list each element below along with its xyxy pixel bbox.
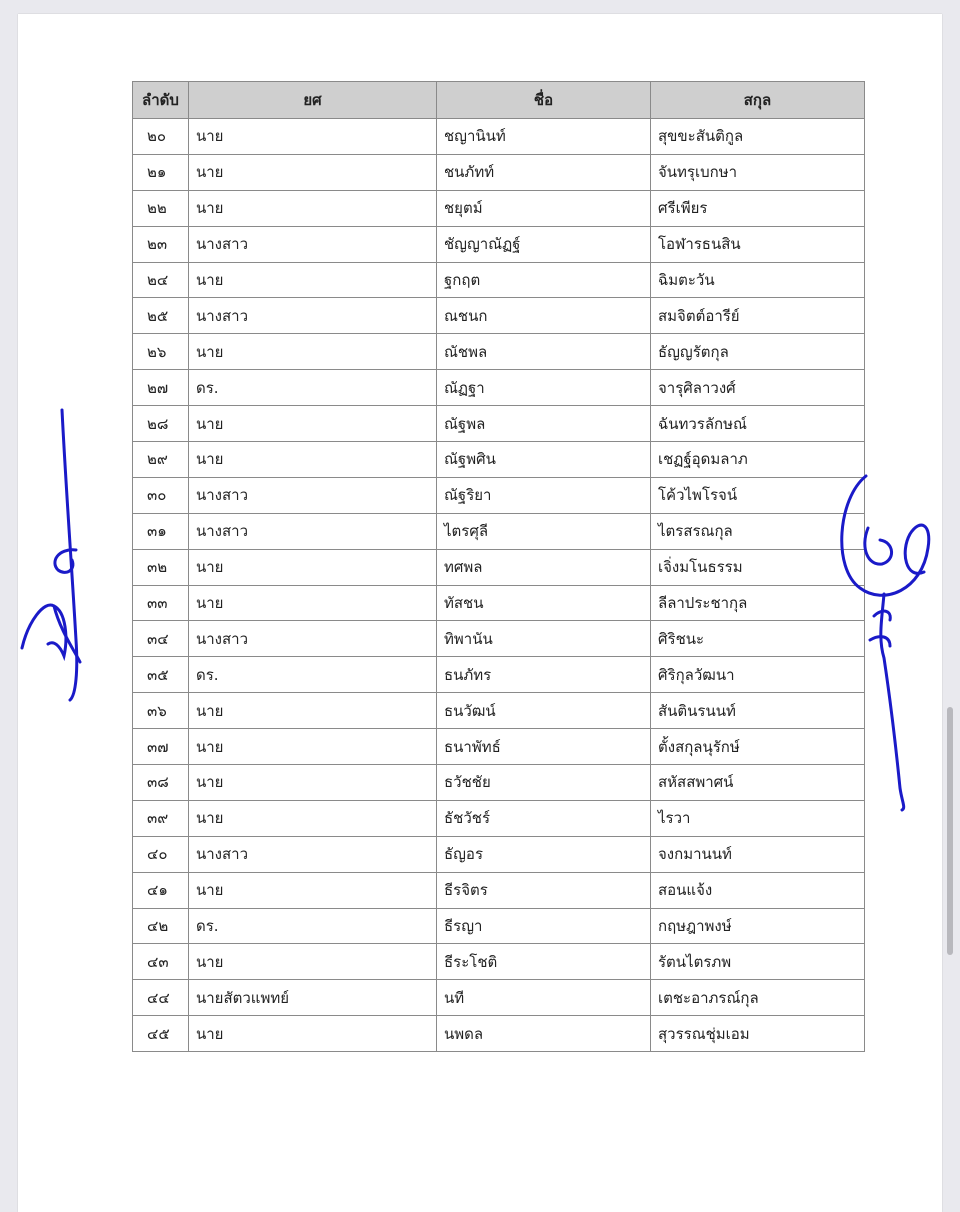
last-name-cell: ไตรสรณกุล — [651, 513, 865, 549]
last-name-cell: ศิริกุลวัฒนา — [651, 657, 865, 693]
first-name-cell: ณัชพล — [437, 334, 651, 370]
title-cell: นาย — [189, 154, 437, 190]
order-cell: ๓๕ — [133, 657, 189, 693]
table-row — [133, 1016, 865, 1052]
title-cell: นาย — [189, 262, 437, 298]
table-row — [133, 190, 865, 226]
order-cell: ๓๒ — [133, 549, 189, 585]
first-name-cell: ชัญญาณัฏฐ์ — [437, 226, 651, 262]
table-row — [133, 729, 865, 765]
order-cell: ๓๗ — [133, 729, 189, 765]
last-name-cell: รัตนไตรภพ — [651, 944, 865, 980]
first-name-cell: ธนาพัทธ์ — [437, 729, 651, 765]
vertical-scrollbar[interactable] — [947, 707, 953, 955]
order-cell: ๔๑ — [133, 872, 189, 908]
first-name-cell: ธนวัฒน์ — [437, 693, 651, 729]
table-row — [133, 872, 865, 908]
title-cell: นาย — [189, 944, 437, 980]
first-name-cell: นพดล — [437, 1016, 651, 1052]
first-name-cell: ณัฐริยา — [437, 477, 651, 513]
order-cell: ๒๗ — [133, 370, 189, 406]
table-row — [133, 621, 865, 657]
table-row — [133, 657, 865, 693]
title-cell: นางสาว — [189, 226, 437, 262]
order-cell: ๓๑ — [133, 513, 189, 549]
first-name-cell: ทิพานัน — [437, 621, 651, 657]
order-cell: ๔๐ — [133, 836, 189, 872]
order-cell: ๔๕ — [133, 1016, 189, 1052]
table-row — [133, 980, 865, 1016]
first-name-cell: ธนภัทร — [437, 657, 651, 693]
last-name-cell: เชฏฐ์อุดมลาภ — [651, 442, 865, 478]
right-signature-mark — [834, 468, 944, 818]
table-body — [133, 119, 865, 1052]
title-cell: นาย — [189, 442, 437, 478]
title-cell: นางสาว — [189, 298, 437, 334]
document-page — [18, 14, 942, 1212]
title-cell: นาย — [189, 190, 437, 226]
first-name-cell: ณชนก — [437, 298, 651, 334]
table-row — [133, 693, 865, 729]
title-cell: นาย — [189, 872, 437, 908]
first-name-cell: ณัฐพล — [437, 406, 651, 442]
table-row — [133, 765, 865, 801]
first-name-cell: ธีระโชติ — [437, 944, 651, 980]
first-name-cell: ชนภัทท์ — [437, 154, 651, 190]
table-row — [133, 800, 865, 836]
last-name-cell: ลีลาประชากุล — [651, 585, 865, 621]
table-row — [133, 298, 865, 334]
title-cell: นาย — [189, 549, 437, 585]
first-name-cell: ทศพล — [437, 549, 651, 585]
order-cell: ๓๓ — [133, 585, 189, 621]
order-cell: ๒๘ — [133, 406, 189, 442]
last-name-cell: กฤษฎาพงษ์ — [651, 908, 865, 944]
table-row — [133, 442, 865, 478]
left-signature-mark — [14, 400, 94, 710]
last-name-cell: โอฬารธนสิน — [651, 226, 865, 262]
order-cell: ๒๑ — [133, 154, 189, 190]
last-name-cell: จันทรุเบกษา — [651, 154, 865, 190]
header-first-name: ชื่อ — [437, 82, 651, 119]
last-name-cell: จงกมานนท์ — [651, 836, 865, 872]
first-name-cell: ทัสชน — [437, 585, 651, 621]
title-cell: นาย — [189, 119, 437, 155]
table-row — [133, 585, 865, 621]
title-cell: นาย — [189, 800, 437, 836]
header-last-name: สกุล — [651, 82, 865, 119]
first-name-cell: ไตรศุลี — [437, 513, 651, 549]
title-cell: นางสาว — [189, 621, 437, 657]
table-row — [133, 119, 865, 155]
table-row — [133, 908, 865, 944]
order-cell: ๓๖ — [133, 693, 189, 729]
title-cell: นายสัตวแพทย์ — [189, 980, 437, 1016]
last-name-cell: ไรวา — [651, 800, 865, 836]
first-name-cell: ธีรญา — [437, 908, 651, 944]
first-name-cell: ธัชวัชร์ — [437, 800, 651, 836]
order-cell: ๓๘ — [133, 765, 189, 801]
order-cell: ๓๔ — [133, 621, 189, 657]
title-cell: นาย — [189, 585, 437, 621]
last-name-cell: เตชะอาภรณ์กุล — [651, 980, 865, 1016]
table-row — [133, 513, 865, 549]
order-cell: ๔๓ — [133, 944, 189, 980]
order-cell: ๒๓ — [133, 226, 189, 262]
title-cell: นางสาว — [189, 513, 437, 549]
first-name-cell: ธัญอร — [437, 836, 651, 872]
title-cell: ดร. — [189, 657, 437, 693]
last-name-cell: ธัญญรัตกุล — [651, 334, 865, 370]
title-cell: นาย — [189, 334, 437, 370]
first-name-cell: ธีรจิตร — [437, 872, 651, 908]
first-name-cell: ชญานินท์ — [437, 119, 651, 155]
title-cell: ดร. — [189, 908, 437, 944]
table-row — [133, 154, 865, 190]
last-name-cell: สมจิตต์อารีย์ — [651, 298, 865, 334]
last-name-cell: จารุศิลาวงศ์ — [651, 370, 865, 406]
title-cell: นาย — [189, 406, 437, 442]
table-row — [133, 836, 865, 872]
table-row — [133, 334, 865, 370]
last-name-cell: ตั้งสกุลนุรักษ์ — [651, 729, 865, 765]
order-cell: ๒๖ — [133, 334, 189, 370]
last-name-cell: สุขขะสันติกูล — [651, 119, 865, 155]
table-row — [133, 262, 865, 298]
last-name-cell: ศิริชนะ — [651, 621, 865, 657]
last-name-cell: สหัสสพาศน์ — [651, 765, 865, 801]
order-cell: ๒๙ — [133, 442, 189, 478]
header-title: ยศ — [189, 82, 437, 119]
header-order: ลำดับ — [133, 82, 189, 119]
order-cell: ๔๒ — [133, 908, 189, 944]
last-name-cell: ฉันทวรลักษณ์ — [651, 406, 865, 442]
order-cell: ๔๔ — [133, 980, 189, 1016]
table-row — [133, 226, 865, 262]
title-cell: นาย — [189, 765, 437, 801]
last-name-cell: ฉิมตะวัน — [651, 262, 865, 298]
order-cell: ๒๕ — [133, 298, 189, 334]
last-name-cell: สอนแจ้ง — [651, 872, 865, 908]
order-cell: ๒๒ — [133, 190, 189, 226]
title-cell: นางสาว — [189, 836, 437, 872]
order-cell: ๒๔ — [133, 262, 189, 298]
title-cell: นาย — [189, 693, 437, 729]
table-row — [133, 370, 865, 406]
first-name-cell: ฐกฤต — [437, 262, 651, 298]
first-name-cell: ณัฏฐา — [437, 370, 651, 406]
table-row — [133, 944, 865, 980]
last-name-cell: สันตินรนนท์ — [651, 693, 865, 729]
title-cell: นางสาว — [189, 477, 437, 513]
title-cell: นาย — [189, 729, 437, 765]
title-cell: นาย — [189, 1016, 437, 1052]
first-name-cell: ธวัชชัย — [437, 765, 651, 801]
last-name-cell: เจิ่งมโนธรรม — [651, 549, 865, 585]
last-name-cell: ศรีเพียร — [651, 190, 865, 226]
last-name-cell: โค้วไพโรจน์ — [651, 477, 865, 513]
table-row — [133, 477, 865, 513]
order-cell: ๓๙ — [133, 800, 189, 836]
order-cell: ๒๐ — [133, 119, 189, 155]
order-cell: ๓๐ — [133, 477, 189, 513]
table-row — [133, 549, 865, 585]
first-name-cell: ณัฐพศิน — [437, 442, 651, 478]
first-name-cell: นที — [437, 980, 651, 1016]
table-header-row — [133, 82, 865, 119]
table-row — [133, 406, 865, 442]
last-name-cell: สุวรรณชุ่มเอม — [651, 1016, 865, 1052]
first-name-cell: ชยุตม์ — [437, 190, 651, 226]
roster-table — [132, 81, 865, 1052]
title-cell: ดร. — [189, 370, 437, 406]
